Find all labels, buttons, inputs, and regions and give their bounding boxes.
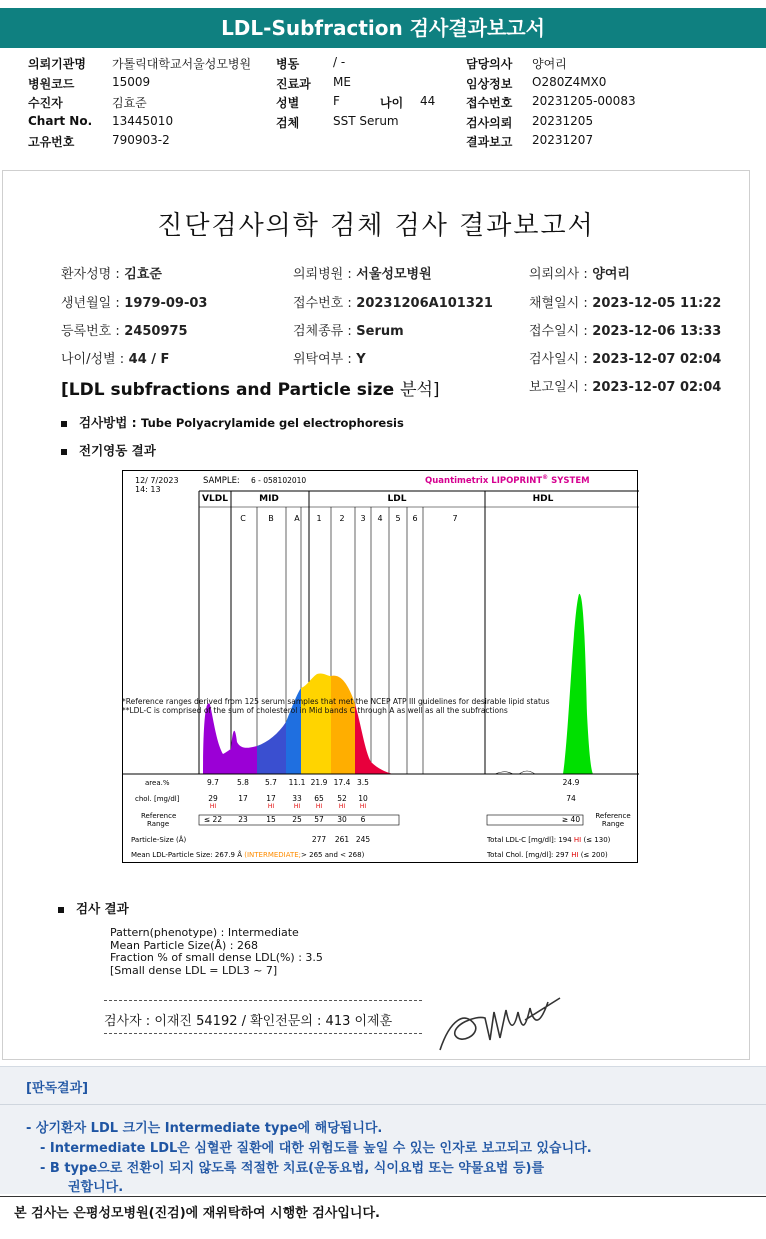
particle-value-1: 261 bbox=[334, 835, 350, 844]
report-date-label: 결과보고 bbox=[466, 135, 513, 149]
mid-b-peak bbox=[257, 722, 286, 774]
report-date-value: 20231207 bbox=[532, 133, 594, 147]
interpretation-title: [판독결과] bbox=[26, 1081, 89, 1096]
area-value-5: 17.4 bbox=[333, 778, 351, 787]
divider-top bbox=[104, 1000, 422, 1001]
area-value-0: 9.7 bbox=[207, 778, 219, 787]
interpretation-line-3: - B type으로 전환이 되지 않도록 적절한 치료(운동요법, 식이요법 또는 약물요법 등)를 bbox=[40, 1161, 545, 1176]
lipoprint-chart bbox=[122, 470, 638, 863]
ref-value-6: 6 bbox=[360, 815, 366, 824]
sex-label: 성별 bbox=[276, 96, 300, 110]
band-label-B: B bbox=[268, 514, 274, 523]
mid-c-peak bbox=[231, 731, 257, 774]
doctor-value: 양여리 bbox=[532, 57, 567, 71]
institution-value: 가톨릭대학교서울성모병원 bbox=[112, 57, 252, 71]
ward-label: 병동 bbox=[276, 57, 300, 71]
interpretation-line-1: - 상기환자 LDL 크기는 Intermediate type에 해당됩니다. bbox=[26, 1121, 383, 1136]
band-label-2: 2 bbox=[339, 514, 345, 523]
chol-flag-0: HI bbox=[209, 803, 217, 810]
signature-mark bbox=[430, 990, 570, 1060]
band-label-A: A bbox=[294, 514, 300, 523]
chol-flag-6: HI bbox=[359, 803, 367, 810]
request-value: 20231205 bbox=[532, 113, 594, 128]
reference-notes bbox=[122, 697, 642, 715]
area-value-6: 3.5 bbox=[357, 778, 369, 787]
mean-size-line: Mean LDL-Particle Size: 267.9 Å (INTERMEDIATE;> 265 and < 268) bbox=[131, 851, 365, 859]
unique-id-label: 고유번호 bbox=[28, 135, 75, 149]
particle-value-0: 277 bbox=[311, 835, 327, 844]
ldl4-tail bbox=[371, 762, 393, 774]
specimen-value: SST Serum bbox=[333, 113, 399, 128]
chart-date: 12/ 7/2023 bbox=[135, 476, 179, 485]
ref-value-0: ≤ 22 bbox=[203, 815, 223, 824]
area-value-1: 5.8 bbox=[237, 778, 249, 787]
band-label-5: 5 bbox=[395, 514, 401, 523]
request-label: 검사의뢰 bbox=[466, 115, 513, 130]
ref-value-4: 57 bbox=[314, 815, 324, 824]
chol-value-1: 17 bbox=[238, 794, 248, 803]
particle-size-label: Particle-Size (Å) bbox=[131, 836, 187, 844]
chol-value-2: 17 bbox=[266, 794, 276, 803]
ref-value-5: 30 bbox=[337, 815, 347, 824]
band-label-4: 4 bbox=[377, 514, 383, 523]
total-chol-line: Total Chol. [mg/dl]: 297 HI (≤ 200) bbox=[487, 851, 608, 859]
header-info bbox=[28, 55, 748, 153]
unique-id-value: 790903-2 bbox=[112, 133, 170, 147]
age-sex: 나이/성별 : 44 / F bbox=[61, 352, 170, 367]
ldl2-peak bbox=[331, 676, 355, 774]
note-2: **LDL-C is comprised of the sum of cholesterol in Mid bands C through A as well as all the subfractions bbox=[122, 706, 508, 715]
chart-no-label: Chart No. bbox=[28, 113, 93, 128]
result-title: 검사 결과 bbox=[58, 899, 129, 917]
requesting-hospital: 의뢰병원 : 서울성모병원 bbox=[293, 267, 432, 282]
band-label-C: C bbox=[240, 514, 246, 523]
doctor-label: 담당의사 bbox=[466, 57, 513, 71]
area-value-4: 21.9 bbox=[310, 778, 328, 787]
electrophoresis-title: 전기영동 결과 bbox=[61, 441, 156, 459]
divider-bottom bbox=[104, 1033, 422, 1034]
hospital-code-label: 병원코드 bbox=[28, 76, 75, 91]
sample-value: 6 - 058102010 bbox=[251, 476, 307, 485]
chol-flag-2: HI bbox=[267, 803, 275, 810]
section-title: [LDL subfractions and Particle size 분석] bbox=[61, 380, 440, 400]
outsourced: 위탁여부 : Y bbox=[293, 352, 366, 367]
sample-label: SAMPLE: bbox=[203, 476, 240, 486]
date-of-birth: 생년월일 : 1979-09-03 bbox=[61, 296, 208, 311]
hdl-ref-label-2: Range bbox=[601, 820, 625, 828]
receipt-label: 접수번호 bbox=[466, 96, 513, 110]
area-row-label: area.% bbox=[145, 779, 170, 787]
region-label-ldl: LDL bbox=[387, 494, 407, 504]
sex-value: F bbox=[333, 94, 340, 108]
requesting-doctor: 의뢰의사 : 양여리 bbox=[529, 267, 630, 282]
system-name: Quantimetrix LIPOPRINT® SYSTEM bbox=[425, 474, 590, 486]
region-label-mid: MID bbox=[259, 494, 279, 504]
hdl-area-value: 24.9 bbox=[562, 778, 580, 787]
receipt-datetime: 접수일시 : 2023-12-06 13:33 bbox=[529, 324, 722, 339]
chol-flag-4: HI bbox=[315, 803, 323, 810]
specimen-type: 검체종류 : Serum bbox=[293, 324, 404, 339]
result-block bbox=[110, 927, 323, 977]
patient-label: 수진자 bbox=[28, 96, 63, 110]
chol-flag-5: HI bbox=[338, 803, 346, 810]
dept-label: 진료과 bbox=[276, 76, 311, 91]
footer-note: 본 검사는 은평성모병원(진검)에 재위탁하여 시행한 검사입니다. bbox=[14, 1206, 380, 1221]
registration-number: 등록번호 : 2450975 bbox=[61, 324, 188, 339]
note-1: *Reference ranges derived from 125 serum samples that met the NCEP ATP III guidelines for desirable lipid status bbox=[122, 697, 550, 706]
ldl1-peak bbox=[301, 673, 331, 774]
institution-label: 의뢰기관명 bbox=[28, 57, 86, 71]
hdl-peak bbox=[563, 594, 593, 774]
footer-divider bbox=[0, 1196, 766, 1197]
particle-value-2: 245 bbox=[355, 835, 371, 844]
interpretation-panel bbox=[0, 1066, 766, 1194]
patient-value: 김효준 bbox=[112, 96, 147, 110]
region-label-vldl: VLDL bbox=[202, 494, 228, 504]
age-label: 나이 bbox=[380, 96, 404, 110]
area-value-3: 11.1 bbox=[288, 778, 306, 787]
area-value-2: 5.7 bbox=[265, 778, 277, 787]
receipt-number: 접수번호 : 20231206A101321 bbox=[293, 296, 493, 311]
total-ldl-line: Total LDL-C [mg/dl]: 194 HI (≤ 130) bbox=[487, 836, 611, 844]
band-label-7: 7 bbox=[452, 514, 458, 523]
report-title: 진단검사의학 검체 검사 결과보고서 bbox=[157, 211, 595, 241]
band-label-3: 3 bbox=[360, 514, 366, 523]
chol-value-3: 33 bbox=[292, 794, 302, 803]
ref-value-3: 25 bbox=[292, 815, 302, 824]
lipoprint-svg bbox=[123, 471, 639, 864]
chart-time: 14: 13 bbox=[135, 485, 161, 494]
band-label-1: 1 bbox=[316, 514, 322, 523]
chol-value-6: 10 bbox=[358, 794, 368, 803]
clinical-value: O280Z4MX0 bbox=[532, 74, 607, 89]
result-pattern: Pattern(phenotype) : Intermediate bbox=[110, 926, 299, 939]
hdl-ref-label-1: Reference bbox=[595, 812, 631, 820]
test-datetime: 검사일시 : 2023-12-07 02:04 bbox=[529, 352, 722, 367]
dept-value: ME bbox=[333, 74, 351, 89]
draw-datetime: 채혈일시 : 2023-12-05 11:22 bbox=[529, 296, 722, 311]
ref-row-label-2: Range bbox=[147, 820, 170, 828]
specimen-label: 검체 bbox=[276, 115, 300, 130]
hospital-code-value: 15009 bbox=[112, 74, 151, 89]
panel-divider bbox=[0, 1104, 766, 1105]
chart-no-value: 13445010 bbox=[112, 113, 174, 128]
chol-value-4: 65 bbox=[314, 794, 324, 803]
chol-flag-3: HI bbox=[293, 803, 301, 810]
receipt-value: 20231205-00083 bbox=[532, 94, 636, 108]
clinical-label: 임상정보 bbox=[466, 76, 513, 91]
region-label-hdl: HDL bbox=[532, 494, 554, 504]
chol-value-0: 29 bbox=[208, 794, 218, 803]
chol-value-5: 52 bbox=[337, 794, 347, 803]
report-datetime: 보고일시 : 2023-12-07 02:04 bbox=[529, 380, 722, 395]
interpretation-line-4: 권합니다. bbox=[68, 1180, 124, 1195]
band-label-6: 6 bbox=[412, 514, 418, 523]
ref-row-label-1: Reference bbox=[141, 812, 177, 820]
hdl-ref-value: ≥ 40 bbox=[561, 815, 581, 824]
ref-value-1: 23 bbox=[238, 815, 248, 824]
patient-name: 환자성명 : 김효준 bbox=[61, 267, 162, 282]
age-value: 44 bbox=[420, 94, 436, 108]
method-line: 검사방법 : Tube Polyacrylamide gel electrophoresis bbox=[61, 413, 404, 431]
result-mean-size: Mean Particle Size(Å) : 268 bbox=[110, 938, 258, 952]
ward-value: / - bbox=[333, 55, 346, 69]
ref-value-2: 15 bbox=[266, 815, 276, 824]
interpretation-line-2: - Intermediate LDL은 심혈관 질환에 대한 위험도를 높일 수 있는 인자로 보고되고 있습니다. bbox=[40, 1141, 592, 1156]
report-banner: LDL-Subfraction 검사결과보고서 bbox=[0, 8, 766, 48]
examiner-line: 검사자 : 이재진 54192 / 확인전문의 : 413 이제훈 bbox=[104, 1014, 393, 1029]
result-fraction: Fraction % of small dense LDL(%) : 3.5 bbox=[110, 951, 323, 964]
result-sdldl-def: [Small dense LDL = LDL3 ~ 7] bbox=[110, 963, 278, 977]
chol-row-label: chol. [mg/dl] bbox=[135, 795, 180, 803]
hdl-chol-value: 74 bbox=[566, 794, 576, 803]
